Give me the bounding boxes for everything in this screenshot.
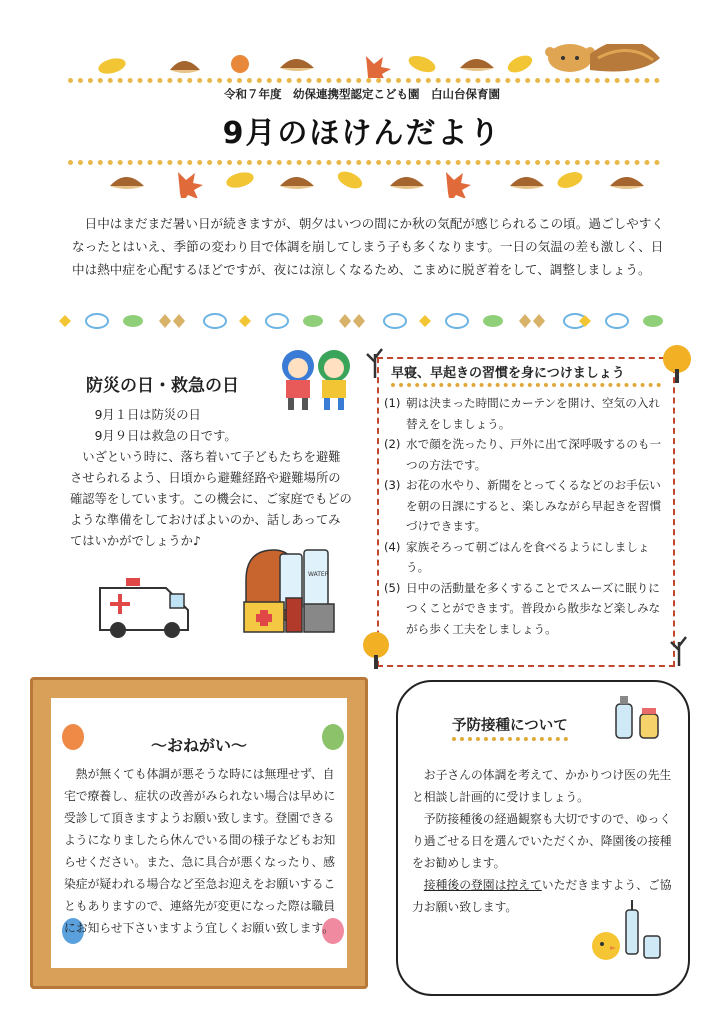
list-item: (4) 家族そろって朝ごはんを食べるようにしましょう。 <box>384 539 650 574</box>
sleep-habits-title: 早寝、早起きの習慣を身につけましょう <box>391 362 661 387</box>
chick-syringe-illustration <box>586 900 670 968</box>
page-title: 9月のほけんだより <box>222 116 502 151</box>
bare-tree-icon <box>664 628 694 668</box>
vaccination-body: お子さんの体調を考えて、かかりつけ医の先生と相談し計画的に受けましょう。 予防接種後の経過観察も大切ですので、ゆっくり過ごせる日を選んでいただくか、降園後の接種をお勧めします。 接種後の登園は控えていただきますよう、ご協力お願い致します。 <box>412 768 672 914</box>
list-item: (2) 水で顔を洗ったり、戸外に出て深呼吸するのも一つの方法です。 <box>384 437 662 472</box>
ginkgo-tree-icon <box>656 343 698 385</box>
bare-tree-icon <box>360 340 390 380</box>
sleep-habits-list <box>384 393 666 639</box>
intro-paragraph: 日中はまだまだ暑い日が続きますが、朝夕はいつの間にか秋の気配が感じられるこの頃。過ごしやすくなったとはいえ、季節の変わり目で体調を崩してしまう子も多くなります。一日の気温の差も激しく、日中は熱中症を心配するほどですが、夜には涼しくなるため、こまめに脱ぎ着をして、調整しましょう。 <box>72 216 664 277</box>
list-item: (3) お花の水やり、新聞をとってくるなどのお手伝いを朝の日課にすると、楽しみながら早起きを習慣づけできます。 <box>384 478 662 533</box>
syringe-vial-mascot-icon <box>610 694 668 746</box>
disaster-day-body: 9月１日は防災の日 9月９日は救急の日です。 いざという時に、落ち着いて子どもたちを避難させられるよう、日頃から避難経路や避難場所の確認等をしています。この機会に、ご家庭でもどのような準備をしておけばよいのか、話しあってみてはいかがでしょうか♪ <box>70 408 352 548</box>
vaccination-underlined-note: 接種後の登園は控えて <box>423 878 542 892</box>
request-body: 熱が無くても体調が悪そうな時には無理せず、自宅で療養し、症状の改善がみられない場合は早めに受診して頂きますようお願い致します。登園できるようになりましたら休んでいる間の様子などもお知らせください。また、急に具合が悪くなったり、感染症が疑われる場合など至急お迎えをお願いすることもありますので、連絡先が変更になった際は職員にお知らせ下さいますよう宜しくお願い致します。 <box>64 767 336 935</box>
emergency-supplies-illustration <box>238 540 342 636</box>
dotted-divider-top <box>68 78 660 83</box>
vaccination-title: 予防接種について <box>452 714 568 741</box>
ambulance-illustration <box>96 570 200 642</box>
organization-name: 令和７年度 幼保連携型認定こども園 白山台保育園 <box>224 87 500 101</box>
butterfly-cloud-border <box>55 310 675 332</box>
water-bottle-label: WATER <box>308 571 329 578</box>
autumn-leaves-border-bottom <box>70 164 670 198</box>
autumn-leaves-border-top <box>70 44 670 78</box>
list-item: (5) 日中の活動量を多くすることでスムーズに眠りにつくことができます。普段から散歩など楽しみながら歩く工夫をしましょう。 <box>384 580 661 636</box>
disaster-day-title: 防災の日・救急の日 <box>86 376 239 396</box>
list-item: (1) 朝は決まった時間にカーテンを開け、空気の入れ替えをしましょう。 <box>384 396 661 431</box>
request-title: ～おねがい～ <box>150 736 247 755</box>
